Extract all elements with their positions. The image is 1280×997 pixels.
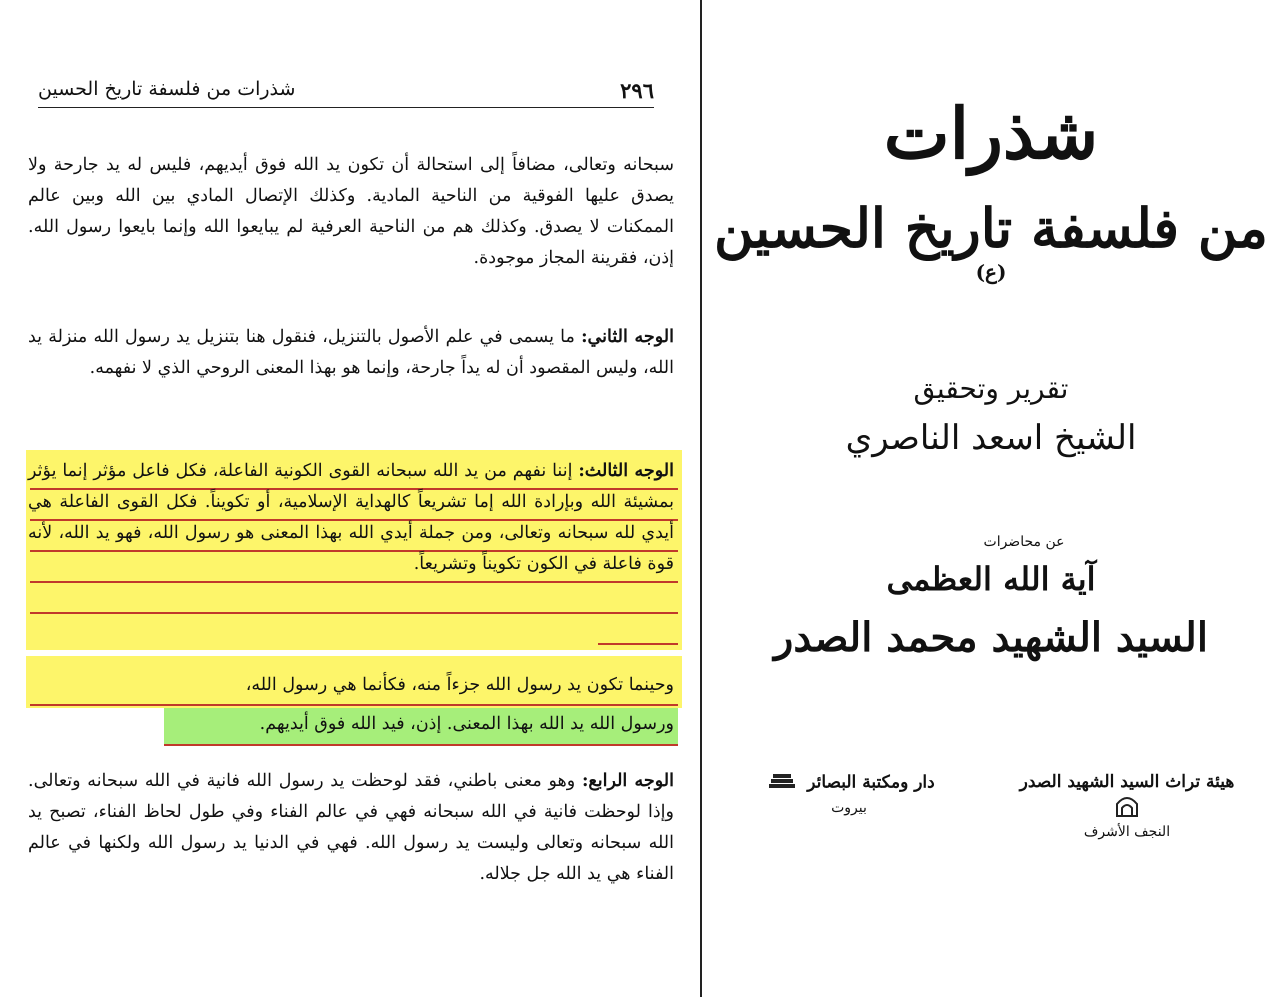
header-rule xyxy=(38,107,654,109)
paragraph-fourth-aspect xyxy=(28,766,674,890)
paragraph-highlighted-conclusion xyxy=(28,670,674,740)
publisher-right-city: النجف الأشرف xyxy=(1083,824,1171,840)
second-aspect-text: ما يسمى في علم الأصول بالتنزيل، فنقول هنا بتنزيل يد رسول الله منزلة يد الله، وليس المقصود أن له يداً جارحة، وإنما هو بهذا المعنى الروحي الذي لا نفهمه. xyxy=(28,327,674,378)
mosque-dome-icon xyxy=(1113,792,1141,818)
publisher-left-name: دار ومكتبة البصائر xyxy=(754,772,944,794)
cover-title-mark: (ع) xyxy=(975,260,1007,284)
cover-ayatollah: آية الله العظمى xyxy=(886,560,1096,598)
cover-title-line-1: شذرات xyxy=(883,92,1099,175)
fourth-aspect-label: الوجه الرابع: xyxy=(581,771,674,791)
cover-by-label: تقرير وتحقيق xyxy=(913,372,1069,405)
cover-from-label: عن محاضرات xyxy=(983,534,1065,550)
publisher-left-city: بيروت xyxy=(831,800,867,816)
underline xyxy=(30,581,678,583)
conclusion-line-1: وحينما تكون يد رسول الله جزءاً منه، فكأنما هي رسول الله، xyxy=(245,675,674,695)
running-header xyxy=(38,74,654,108)
publisher-right xyxy=(1008,772,1246,840)
conclusion-line-2: ورسول الله يد الله بهذا المعنى. إذن، فيد الله فوق أيديهم. xyxy=(259,714,674,734)
cover-title-line-2 xyxy=(702,196,1280,324)
third-aspect-text: إننا نفهم من يد الله سبحانه القوى الكونية الفاعلة، فكل فاعل مؤثر إنما يؤثر بمشيئة الله وبإرادة الله إما تشريعاً كالهداية الإسلامية، أو تكويناً. فكل القوى الفاعلة هي أيدي لله سبحانه وتعالى، ومن جملة أيدي الله بهذا المعنى هو رسول الله، فهو يد الله، لأنه قوة فاعلة في الكون تكويناً وتشريعاً. xyxy=(28,461,674,574)
underline xyxy=(30,612,678,614)
paragraph-third-aspect xyxy=(28,456,674,580)
cover-page xyxy=(702,0,1280,997)
cover-sayed: السيد الشهيد محمد الصدر xyxy=(774,614,1208,661)
paragraph-second-aspect xyxy=(28,322,674,384)
second-aspect-label: الوجه الثاني: xyxy=(581,327,674,347)
cover-author: الشيخ اسعد الناصري xyxy=(845,418,1137,458)
book-stack-icon xyxy=(767,772,797,794)
publisher-right-name: هيئة تراث السيد الشهيد الصدر xyxy=(1008,772,1246,818)
paragraph-1: سبحانه وتعالى، مضافاً إلى استحالة أن تكون يد الله فوق أيديهم، فليس له يد جارحة ولا يصدق عليها الفوقية من الناحية المادية. وكذلك الإتصال المادي بين الله وبين عالم الممكنات لا يصدق. وكذلك هم من الناحية العرفية لم يبايعوا الله وإنما بايعوا رسول الله. إذن، فقرينة المجاز موجودة. xyxy=(28,155,674,268)
fourth-aspect-text: وهو معنى باطني، فقد لوحظت يد رسول الله فانية في الله سبحانه وتعالى. وإذا لوحظت فانية في الله سبحانه فهي في عالم الفناء وفي طول لحاظ الفناء، تصبح يد الله سبحانه وتعالى وليست يد رسول الله. فهي في الدنيا يد رسول الله ولكنها في عالم الفناء هي يد الله جل جلاله. xyxy=(28,771,674,884)
underline xyxy=(598,643,678,645)
publisher-left xyxy=(754,772,944,816)
page-number: ٢٩٦ xyxy=(620,78,654,103)
third-aspect-label: الوجه الثالث: xyxy=(578,461,674,481)
underline xyxy=(164,744,678,746)
cover-title-text: من فلسفة تاريخ الحسين xyxy=(714,196,1268,260)
running-title: شذرات من فلسفة تاريخ الحسين xyxy=(38,78,296,100)
